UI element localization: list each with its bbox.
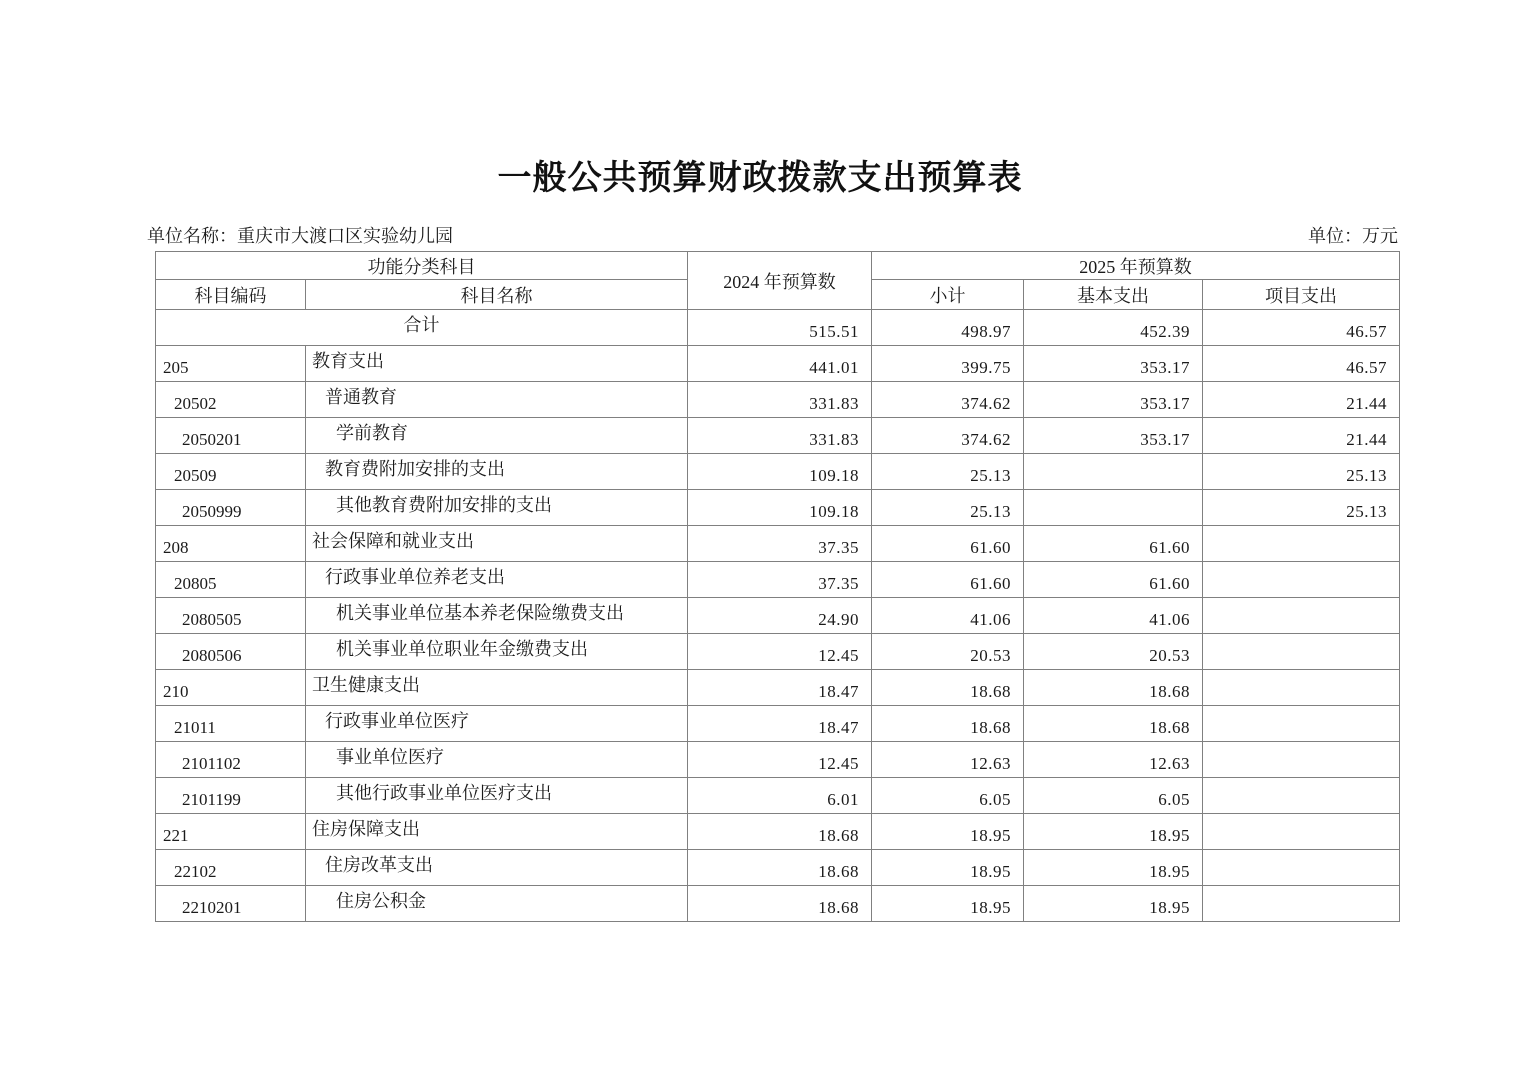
header-subject-code: 科目编码 — [156, 280, 306, 310]
project-expenditure-cell — [1203, 814, 1400, 850]
table-row — [156, 418, 1400, 454]
subject-name-cell: 教育费附加安排的支出 — [306, 454, 688, 490]
subject-name-cell: 事业单位医疗 — [306, 742, 688, 778]
project-expenditure-cell: 46.57 — [1203, 310, 1400, 346]
subtotal-2025-cell: 374.62 — [872, 382, 1024, 418]
table-row — [156, 598, 1400, 634]
budget-2024-cell: 515.51 — [688, 310, 872, 346]
table-row — [156, 490, 1400, 526]
table-row — [156, 454, 1400, 490]
subject-code-cell: 22102 — [156, 850, 306, 886]
header-function-category: 功能分类科目 — [156, 252, 688, 280]
project-expenditure-cell: 21.44 — [1203, 382, 1400, 418]
budget-2024-cell: 18.68 — [688, 886, 872, 922]
subject-name-cell: 机关事业单位基本养老保险缴费支出 — [306, 598, 688, 634]
budget-2024-cell: 109.18 — [688, 454, 872, 490]
header-budget-2025: 2025 年预算数 — [872, 252, 1400, 280]
subtotal-2025-cell: 25.13 — [872, 490, 1024, 526]
project-expenditure-cell — [1203, 850, 1400, 886]
project-expenditure-cell — [1203, 562, 1400, 598]
budget-2024-cell: 441.01 — [688, 346, 872, 382]
table-row — [156, 346, 1400, 382]
table-row — [156, 814, 1400, 850]
header-budget-2024: 2024 年预算数 — [688, 252, 872, 310]
budget-2024-cell: 18.68 — [688, 850, 872, 886]
header-project-expenditure: 项目支出 — [1203, 280, 1400, 310]
subject-code-cell: 20805 — [156, 562, 306, 598]
subject-name-cell: 普通教育 — [306, 382, 688, 418]
subject-name-cell: 住房公积金 — [306, 886, 688, 922]
subject-code-cell: 2080506 — [156, 634, 306, 670]
subtotal-2025-cell: 18.68 — [872, 706, 1024, 742]
budget-2024-cell: 12.45 — [688, 742, 872, 778]
subject-code-cell: 210 — [156, 670, 306, 706]
total-label-cell: 合计 — [156, 310, 688, 346]
basic-expenditure-cell: 18.95 — [1024, 886, 1203, 922]
unit-of-measure-label: 单位：万元 — [1308, 226, 1398, 246]
page-title: 一般公共预算财政拨款支出预算表 — [497, 159, 1023, 197]
budget-2024-cell: 331.83 — [688, 418, 872, 454]
budget-table — [155, 251, 1400, 922]
subject-name-cell: 社会保障和就业支出 — [306, 526, 688, 562]
subject-name-cell: 教育支出 — [306, 346, 688, 382]
subject-code-cell: 2101199 — [156, 778, 306, 814]
project-expenditure-cell: 25.13 — [1203, 454, 1400, 490]
header-basic-expenditure: 基本支出 — [1024, 280, 1203, 310]
subtotal-2025-cell: 25.13 — [872, 454, 1024, 490]
subject-code-cell: 21011 — [156, 706, 306, 742]
budget-2024-cell: 37.35 — [688, 562, 872, 598]
budget-2024-cell: 109.18 — [688, 490, 872, 526]
basic-expenditure-cell: 61.60 — [1024, 526, 1203, 562]
project-expenditure-cell — [1203, 778, 1400, 814]
basic-expenditure-cell: 18.95 — [1024, 814, 1203, 850]
project-expenditure-cell: 21.44 — [1203, 418, 1400, 454]
subject-code-cell: 205 — [156, 346, 306, 382]
subject-name-cell: 行政事业单位养老支出 — [306, 562, 688, 598]
table-row — [156, 670, 1400, 706]
subject-name-cell: 其他教育费附加安排的支出 — [306, 490, 688, 526]
budget-2024-cell: 24.90 — [688, 598, 872, 634]
basic-expenditure-cell: 353.17 — [1024, 382, 1203, 418]
basic-expenditure-cell: 452.39 — [1024, 310, 1203, 346]
budget-2024-cell: 18.47 — [688, 706, 872, 742]
subject-code-cell: 2080505 — [156, 598, 306, 634]
table-row — [156, 778, 1400, 814]
budget-2024-cell: 6.01 — [688, 778, 872, 814]
budget-2024-cell: 37.35 — [688, 526, 872, 562]
header-subject-name: 科目名称 — [306, 280, 688, 310]
table-row-total — [156, 310, 1400, 346]
project-expenditure-cell — [1203, 742, 1400, 778]
subtotal-2025-cell: 6.05 — [872, 778, 1024, 814]
budget-2024-cell: 18.47 — [688, 670, 872, 706]
header-subtotal: 小计 — [872, 280, 1024, 310]
subject-name-cell: 住房改革支出 — [306, 850, 688, 886]
project-expenditure-cell — [1203, 634, 1400, 670]
subtotal-2025-cell: 20.53 — [872, 634, 1024, 670]
subject-code-cell: 2050999 — [156, 490, 306, 526]
basic-expenditure-cell — [1024, 490, 1203, 526]
project-expenditure-cell — [1203, 598, 1400, 634]
subtotal-2025-cell: 61.60 — [872, 562, 1024, 598]
basic-expenditure-cell: 353.17 — [1024, 418, 1203, 454]
budget-2024-cell: 331.83 — [688, 382, 872, 418]
table-row — [156, 850, 1400, 886]
header-row-1 — [156, 252, 1400, 280]
subtotal-2025-cell: 399.75 — [872, 346, 1024, 382]
basic-expenditure-cell: 41.06 — [1024, 598, 1203, 634]
subject-code-cell: 20509 — [156, 454, 306, 490]
subject-code-cell: 221 — [156, 814, 306, 850]
table-row — [156, 742, 1400, 778]
subject-name-cell: 机关事业单位职业年金缴费支出 — [306, 634, 688, 670]
project-expenditure-cell — [1203, 886, 1400, 922]
project-expenditure-cell — [1203, 526, 1400, 562]
subject-code-cell: 2101102 — [156, 742, 306, 778]
project-expenditure-cell — [1203, 670, 1400, 706]
project-expenditure-cell: 25.13 — [1203, 490, 1400, 526]
basic-expenditure-cell: 20.53 — [1024, 634, 1203, 670]
table-row — [156, 382, 1400, 418]
subtotal-2025-cell: 18.68 — [872, 670, 1024, 706]
subtotal-2025-cell: 18.95 — [872, 886, 1024, 922]
subtotal-2025-cell: 18.95 — [872, 814, 1024, 850]
subject-name-cell: 其他行政事业单位医疗支出 — [306, 778, 688, 814]
subject-name-cell: 学前教育 — [306, 418, 688, 454]
subtotal-2025-cell: 61.60 — [872, 526, 1024, 562]
project-expenditure-cell: 46.57 — [1203, 346, 1400, 382]
budget-2024-cell: 18.68 — [688, 814, 872, 850]
table-row — [156, 634, 1400, 670]
subject-code-cell: 208 — [156, 526, 306, 562]
subject-code-cell: 2050201 — [156, 418, 306, 454]
subtotal-2025-cell: 12.63 — [872, 742, 1024, 778]
table-row — [156, 886, 1400, 922]
project-expenditure-cell — [1203, 706, 1400, 742]
table-row — [156, 706, 1400, 742]
subtotal-2025-cell: 18.95 — [872, 850, 1024, 886]
table-row — [156, 562, 1400, 598]
subject-name-cell: 卫生健康支出 — [306, 670, 688, 706]
basic-expenditure-cell: 18.95 — [1024, 850, 1203, 886]
basic-expenditure-cell — [1024, 454, 1203, 490]
basic-expenditure-cell: 6.05 — [1024, 778, 1203, 814]
table-row — [156, 526, 1400, 562]
basic-expenditure-cell: 12.63 — [1024, 742, 1203, 778]
basic-expenditure-cell: 18.68 — [1024, 706, 1203, 742]
subtotal-2025-cell: 41.06 — [872, 598, 1024, 634]
subtotal-2025-cell: 374.62 — [872, 418, 1024, 454]
basic-expenditure-cell: 18.68 — [1024, 670, 1203, 706]
meta-row — [147, 224, 1398, 248]
subtotal-2025-cell: 498.97 — [872, 310, 1024, 346]
subject-name-cell: 行政事业单位医疗 — [306, 706, 688, 742]
budget-2024-cell: 12.45 — [688, 634, 872, 670]
subject-code-cell: 20502 — [156, 382, 306, 418]
unit-name-label: 单位名称：重庆市大渡口区实验幼儿园 — [147, 226, 453, 246]
basic-expenditure-cell: 353.17 — [1024, 346, 1203, 382]
subject-code-cell: 2210201 — [156, 886, 306, 922]
subject-name-cell: 住房保障支出 — [306, 814, 688, 850]
basic-expenditure-cell: 61.60 — [1024, 562, 1203, 598]
